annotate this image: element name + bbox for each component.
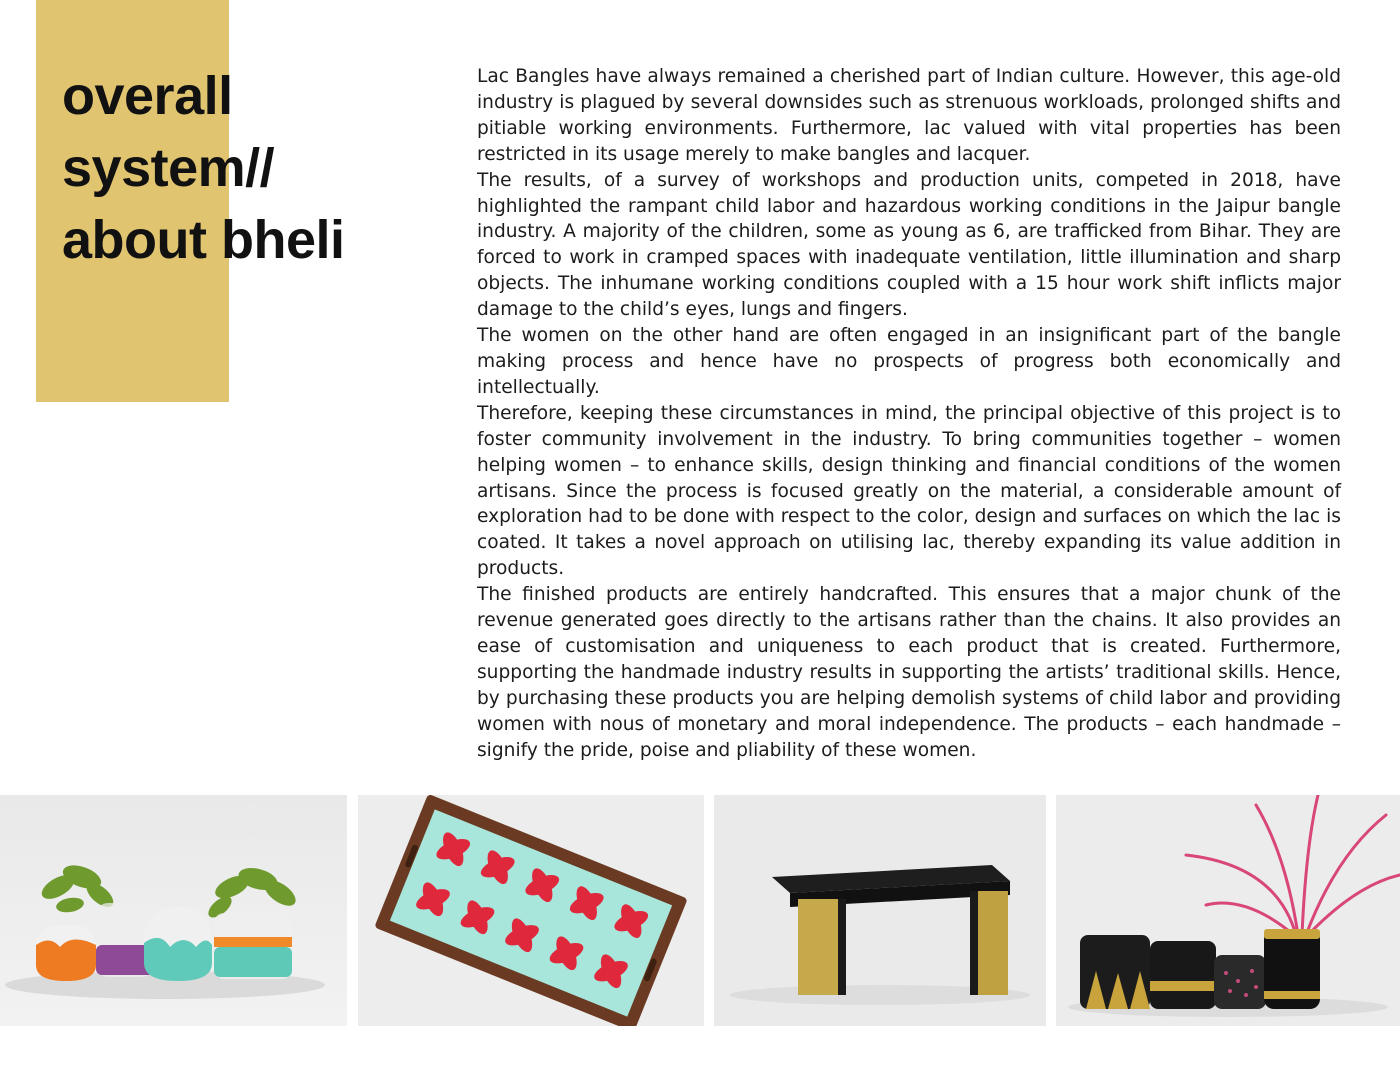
paragraph-objective: Therefore, keeping these circumstances in mind, the principal objective of this project is to foster community involvement in the industry. To bring communities together – women helping women – to enhance skills, design thinking and financial conditions of the women artisans. Since the process is focused greatly on the material, a considerable amount of exploration had to be done with respect to the color, design and surfaces on which the lac is coated. It takes a novel approach on utilising lac, thereby expanding its value addition in products. — [477, 402, 1341, 580]
product-gallery — [0, 795, 1400, 1026]
paragraph-survey: The results, of a survey of workshops and production units, competed in 2018, have highlighted the rampant child labor and hazardous working conditions in the Jaipur bangle industry. A majority of the children, some as young as 6, are trafficked from Bihar. They are forced to work in cramped spaces with inadequate ventilation, little illumination and sharp objects. The inhumane working conditions coupled with a 15 hour work shift inflicts major damage to the child’s eyes, lungs and fingers. — [477, 169, 1341, 321]
photo-lac-pots — [1056, 795, 1400, 1026]
title-line-2: system// — [62, 138, 275, 198]
body-text — [477, 64, 1341, 763]
paragraph-handcrafted: The finished products are entirely handcrafted. This ensures that a major chunk of the revenue generated goes directly to the artisans rather than the chains. It also provides an ease of customisation and uniqueness to each product that is created. Furthermore, supporting the handmade industry results in supporting the artists’ traditional skills. Hence, by purchasing these products you are helping demolish systems of child labor and providing women with nous of monetary and moral independence. The products – each handmade – signify the pride, poise and pliability of these women. — [477, 584, 1341, 761]
title-line-3: about bheli — [62, 210, 345, 270]
photo-painted-jars — [0, 795, 347, 1026]
title-line-1: overall — [62, 66, 233, 126]
photo-bench — [714, 795, 1046, 1026]
page-title — [62, 60, 344, 276]
paragraph-women: The women on the other hand are often engaged in an insignificant part of the bangle making process and hence have no prospects of progress both economically and intellectually. — [477, 325, 1341, 398]
photo-lac-tray — [358, 795, 704, 1026]
paragraph-intro: Lac Bangles have always remained a cherished part of Indian culture. However, this age-old industry is plagued by several downsides such as strenuous workloads, prolonged shifts and pitiable working environments. Furthermore, lac valued with vital properties has been restricted in its usage merely to make bangles and lacquer. — [477, 66, 1341, 165]
